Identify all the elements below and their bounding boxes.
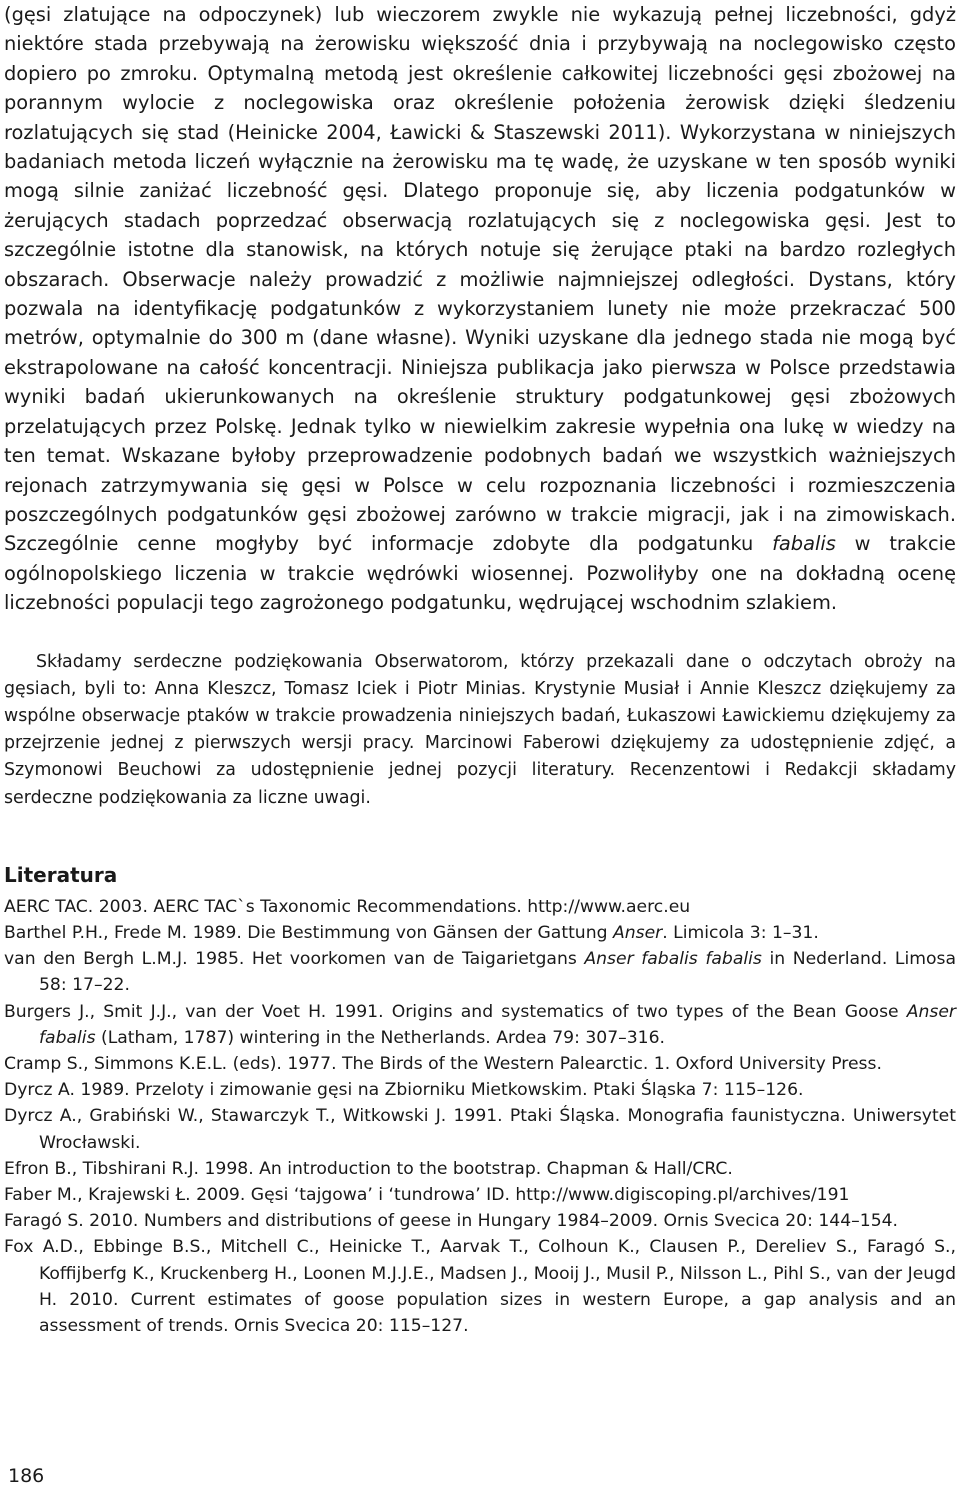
reference-text: Cramp S., Simmons K.E.L. (eds). 1977. The Birds of the Western Palearctic. 1. Oxford University Press.	[4, 1053, 882, 1074]
reference-italic: Anser	[612, 922, 663, 943]
reference-item	[4, 1182, 956, 1208]
reference-text-end: . Limicola 3: 1–31.	[662, 922, 819, 943]
reference-item	[4, 946, 956, 998]
body-text: (gęsi zlatujące na odpoczynek) lub wieczorem zwykle nie wykazują pełnej liczebności, gdyż niektóre stada przebywają na żerowisku większość dnia i przybywają na noclegowisko często dopiero po zmroku. Optymalną metodą jest określenie całkowitej liczebności gęsi zbożowej na porannym wylocie z noclegowiska oraz określenie położenia żerowisk dzięki śledzeniu rozlatujących się stad (Heinicke 2004, Ławicki & Staszewski 2011). Wykorzystana w niniejszych badaniach metoda liczeń wyłącznie na żerowisku ma tę wadę, że uzyskane w ten sposób wyniki mogą silnie zaniżać liczebność gęsi. Dlatego proponuje się, aby liczenia podgatunków w żerujących stadach poprzedzać obserwacją rozlatujących się z noclegowiska gęsi. Jest to szczególnie istotne dla stanowisk, na których notuje się żerujące ptaki na bardzo rozległych obszarach. Obserwacje należy prowadzić z możliwie najmniejszej odległości. Dystans, który pozwala na identyfikację podgatunków z wykorzystaniem lunety nie może przekraczać 500 metrów, optymalnie do 300 m (dane własne). Wyniki uzyskane dla jednego stada nie mogą być ekstrapolowane na całość koncentracji. Niniejsza publikacja jako pierwsza w Polsce przedstawia wyniki badań ukierunkowanych na określenie struktury podgatunkowej gęsi zbożowych przelatujących przez Polskę. Jednak tylko w niewielkim zakresie wypełnia ona lukę w wiedzy na ten temat. Wskazane byłoby przeprowadzenie podobnych badań we wszystkich ważniejszych rejonach zatrzymywania się gęsi w Polsce w celu rozpoznania liczebności i rozmieszczenia poszczególnych podgatunków gęsi zbożowej zarówno w trakcie migracji, jak i na zimowiskach. Szczególnie cenne mogłyby być informacje zdobyte dla podgatunku	[4, 3, 956, 556]
acknowledgements-paragraph: Składamy serdeczne podziękowania Obserwatorom, którzy przekazali dane o odczytach obroży na gęsiach, byli to: Anna Kleszcz, Tomasz Iciek i Piotr Minias. Krystynie Musiał i Annie Kleszcz dziękujemy za wspólne obserwacje ptaków w trakcie prowadzenia niniejszych badań, Łukaszowi Ławickiemu dziękujemy za przejrzenie jednej z pierwszych wersji pracy. Marcinowi Faberowi dziękujemy za udostępnienie zdjęć, a Szymonowi Beuchowi za udostępnienie jednej pozycji literatury. Recenzentowi i Redakcji składamy serdeczne podziękowania za liczne uwagi.	[4, 651, 956, 808]
reference-text-end: in Nederland. Limosa 58: 17–22.	[39, 949, 956, 996]
page	[4, 0, 956, 1339]
reference-item	[4, 1234, 956, 1339]
reference-text: Faber M., Krajewski Ł. 2009. Gęsi ‘tajgowa’ i ‘tundrowa’ ID. http://www.digiscoping.pl/archives/191	[4, 1184, 850, 1205]
reference-text: Efron B., Tibshirani R.J. 1998. An introduction to the bootstrap. Chapman & Hall/CRC.	[4, 1158, 733, 1179]
reference-text: Barthel P.H., Frede M. 1989. Die Bestimmung von Gänsen der Gattung	[4, 922, 613, 943]
reference-item	[4, 1051, 956, 1077]
reference-text: Dyrcz A., Grabiński W., Stawarczyk T., Witkowski J. 1991. Ptaki Śląska. Monografia faunistyczna. Uniwersytet Wrocławski.	[4, 1106, 956, 1153]
reference-item	[4, 894, 956, 920]
reference-text: van den Bergh L.M.J. 1985. Het voorkomen van de Taigarietgans	[4, 949, 585, 970]
reference-text-end: (Latham, 1787) wintering in the Netherlands. Ardea 79: 307–316.	[95, 1027, 665, 1048]
body-italic-taxon: fabalis	[772, 532, 836, 556]
reference-text: AERC TAC. 2003. AERC TAC`s Taxonomic Recommendations. http://www.aerc.eu	[4, 896, 691, 917]
reference-item	[4, 1103, 956, 1155]
reference-italic: Anser fabalis fabalis	[584, 949, 762, 970]
reference-list	[4, 894, 956, 1339]
reference-item	[4, 920, 956, 946]
reference-text: Fox A.D., Ebbinge B.S., Mitchell C., Heinicke T., Aarvak T., Colhoun K., Clausen P., Dereliev S., Faragó S., Koffijberfg K., Kruckenberg H., Loonen M.J.J.E., Madsen J., Mooij J., Musil P., Nilsson L., Pihl S., van der Jeugd H. 2010. Current estimates of goose population sizes in western Europe, a gap analysis and an assessment of trends. Ornis Svecica 20: 115–127.	[4, 1237, 956, 1336]
body-paragraph	[4, 0, 956, 618]
reference-item	[4, 1077, 956, 1103]
reference-text: Burgers J., Smit J.J., van der Voet H. 1991. Origins and systematics of two types of the Bean Goose	[4, 1001, 907, 1022]
literature-heading: Literatura	[4, 862, 118, 887]
reference-italic: Anser fabalis	[39, 1001, 956, 1048]
page-number: 186	[8, 1465, 45, 1487]
reference-item	[4, 1208, 956, 1234]
reference-text: Faragó S. 2010. Numbers and distributions of geese in Hungary 1984–2009. Ornis Svecica 20: 144–154.	[4, 1211, 899, 1232]
reference-item	[4, 1156, 956, 1182]
body-text-end: w trakcie ogólnopolskiego liczenia w trakcie wędrówki wiosennej. Pozwoliłyby one na dokładną ocenę liczebności populacji tego zagrożonego podgatunku, wędrującej wschodnim szlakiem.	[4, 532, 956, 615]
reference-text: Dyrcz A. 1989. Przeloty i zimowanie gęsi na Zbiorniku Mietkowskim. Ptaki Śląska 7: 115–126.	[4, 1080, 804, 1101]
reference-item	[4, 999, 956, 1051]
